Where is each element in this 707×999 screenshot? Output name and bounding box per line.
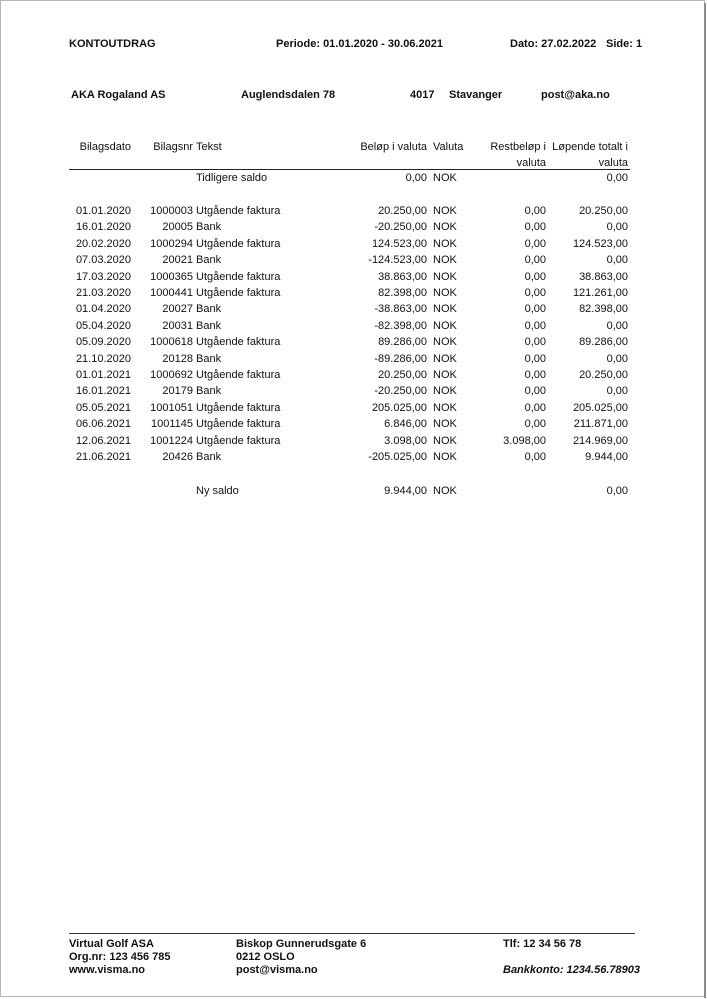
row-text: Utgående faktura bbox=[196, 270, 281, 283]
row-currency: NOK bbox=[433, 237, 457, 250]
row-number: 1001051 bbox=[150, 401, 193, 414]
row-running: 0,00 bbox=[606, 221, 628, 234]
table-row bbox=[69, 351, 630, 367]
row-date: 21.03.2020 bbox=[75, 287, 131, 299]
table-row bbox=[69, 433, 630, 449]
table-row bbox=[69, 236, 630, 252]
row-currency: NOK bbox=[433, 401, 457, 414]
col-header-running-line2: valuta bbox=[598, 157, 628, 169]
row-rest: 0,00 bbox=[524, 401, 546, 414]
row-number: 20179 bbox=[162, 385, 193, 398]
table-row bbox=[69, 252, 630, 268]
col-header-rest-line1: Restbeløp i bbox=[490, 141, 546, 153]
row-text: Utgående faktura bbox=[196, 237, 281, 250]
footer-phone: Tlf: 12 34 56 78 bbox=[503, 938, 582, 950]
row-number: 20005 bbox=[162, 221, 193, 234]
row-date: 07.03.2020 bbox=[75, 254, 131, 267]
period-label: Periode: 01.01.2020 - 30.06.2021 bbox=[276, 38, 443, 50]
row-date: 01.04.2020 bbox=[75, 303, 131, 316]
date-label: Dato: 27.02.2022 bbox=[510, 38, 597, 50]
col-header-amount: Beløp i valuta bbox=[360, 141, 427, 153]
footer-contact-block bbox=[503, 938, 640, 977]
row-running: 205.025,00 bbox=[572, 401, 628, 414]
footer-company-block bbox=[69, 938, 171, 977]
row-running: 121.261,00 bbox=[572, 287, 628, 299]
row-date: 21.10.2020 bbox=[75, 352, 131, 365]
row-date: 05.04.2020 bbox=[75, 319, 131, 332]
table-row bbox=[69, 318, 630, 334]
table-row bbox=[69, 416, 630, 432]
row-text: Utgående faktura bbox=[196, 418, 281, 431]
row-number: 1001145 bbox=[150, 418, 193, 431]
table-row bbox=[69, 449, 630, 465]
footer-street: Biskop Gunnerudsgate 6 bbox=[236, 938, 367, 950]
row-currency: NOK bbox=[433, 319, 457, 332]
row-running: 9.944,00 bbox=[585, 451, 628, 463]
row-rest: 0,00 bbox=[524, 336, 546, 349]
row-running: 89.286,00 bbox=[579, 336, 628, 349]
row-rest: 3.098,00 bbox=[503, 434, 546, 447]
row-text: Bank bbox=[196, 451, 222, 463]
row-rest: 0,00 bbox=[524, 221, 546, 234]
row-amount: -124.523,00 bbox=[368, 254, 427, 267]
row-number: 20021 bbox=[162, 254, 193, 267]
row-currency: NOK bbox=[433, 303, 457, 316]
row-amount: 20.250,00 bbox=[378, 205, 427, 217]
row-number: 1000441 bbox=[150, 287, 193, 299]
footer-address-block bbox=[236, 938, 366, 977]
row-amount: -38.863,00 bbox=[374, 303, 427, 316]
footer-divider bbox=[69, 933, 635, 934]
col-header-date: Bilagsdato bbox=[79, 141, 131, 153]
footer-orgnr: Org.nr: 123 456 785 bbox=[69, 951, 171, 963]
row-number: 1001224 bbox=[150, 434, 193, 447]
row-currency: NOK bbox=[433, 451, 457, 463]
row-amount: 82.398,00 bbox=[378, 287, 427, 299]
row-amount: 6.846,00 bbox=[384, 418, 427, 431]
footer-bank-account: Bankkonto: 1234.56.78903 bbox=[503, 964, 640, 976]
row-text: Bank bbox=[196, 352, 222, 365]
table-row bbox=[69, 400, 630, 416]
row-running: 0,00 bbox=[606, 385, 628, 398]
table-row bbox=[69, 367, 630, 383]
row-text: Utgående faktura bbox=[196, 401, 281, 414]
row-rest: 0,00 bbox=[524, 369, 546, 381]
row-number: 1000618 bbox=[150, 336, 193, 349]
row-date: 06.06.2021 bbox=[75, 418, 131, 431]
row-number: 20128 bbox=[162, 352, 193, 365]
row-running: 0,00 bbox=[606, 319, 628, 332]
row-text: Bank bbox=[196, 303, 222, 316]
row-date: 01.01.2021 bbox=[75, 369, 131, 381]
row-date: 17.03.2020 bbox=[75, 270, 131, 283]
col-header-number: Bilagsnr bbox=[153, 141, 193, 153]
closing-running: 0,00 bbox=[606, 485, 628, 497]
row-rest: 0,00 bbox=[524, 254, 546, 267]
row-rest: 0,00 bbox=[524, 270, 546, 283]
row-amount: -20.250,00 bbox=[374, 221, 427, 234]
col-header-text: Tekst bbox=[196, 141, 222, 153]
row-running: 20.250,00 bbox=[579, 369, 628, 381]
col-header-rest-line2: valuta bbox=[516, 157, 546, 169]
row-currency: NOK bbox=[433, 205, 457, 217]
row-date: 01.01.2020 bbox=[75, 205, 131, 217]
table-row bbox=[69, 203, 630, 219]
row-running: 38.863,00 bbox=[579, 270, 628, 283]
row-rest: 0,00 bbox=[524, 303, 546, 316]
row-running: 20.250,00 bbox=[579, 205, 628, 217]
row-date: 12.06.2021 bbox=[75, 434, 131, 447]
col-header-running bbox=[549, 139, 628, 171]
row-amount: 124.523,00 bbox=[371, 237, 427, 250]
row-amount: -82.398,00 bbox=[374, 319, 427, 332]
col-header-running-line1: Løpende totalt i bbox=[552, 141, 628, 153]
footer-company: Virtual Golf ASA bbox=[69, 938, 154, 950]
opening-running: 0,00 bbox=[606, 172, 628, 184]
footer-postal: 0212 OSLO bbox=[236, 951, 295, 963]
row-running: 211.871,00 bbox=[573, 418, 628, 431]
row-date: 16.01.2021 bbox=[75, 385, 131, 398]
row-running: 0,00 bbox=[606, 352, 628, 365]
closing-amount: 9.944,00 bbox=[384, 485, 427, 497]
table-row bbox=[69, 219, 630, 235]
table-header bbox=[69, 136, 630, 170]
customer-zip: 4017 bbox=[410, 89, 435, 101]
row-running: 82.398,00 bbox=[579, 303, 628, 316]
row-currency: NOK bbox=[433, 254, 457, 267]
row-text: Bank bbox=[196, 221, 222, 234]
row-date: 16.01.2020 bbox=[75, 221, 131, 234]
row-amount: 3.098,00 bbox=[384, 434, 427, 447]
closing-currency: NOK bbox=[433, 485, 457, 497]
col-header-rest bbox=[469, 139, 546, 171]
row-rest: 0,00 bbox=[524, 352, 546, 365]
row-number: 1000365 bbox=[150, 270, 193, 283]
row-rest: 0,00 bbox=[524, 319, 546, 332]
opening-currency: NOK bbox=[433, 172, 457, 184]
row-date: 05.05.2021 bbox=[75, 401, 131, 414]
row-running: 0,00 bbox=[606, 254, 628, 267]
row-rest: 0,00 bbox=[524, 287, 546, 299]
closing-text: Ny saldo bbox=[196, 485, 239, 497]
footer-email: post@visma.no bbox=[236, 964, 318, 976]
footer-web: www.visma.no bbox=[69, 964, 146, 976]
row-currency: NOK bbox=[433, 221, 457, 234]
document-title: KONTOUTDRAG bbox=[69, 38, 156, 50]
table-row bbox=[69, 334, 630, 350]
table-row bbox=[69, 383, 630, 399]
row-amount: 20.250,00 bbox=[378, 369, 427, 381]
row-rest: 0,00 bbox=[524, 385, 546, 398]
row-amount: -205.025,00 bbox=[368, 451, 427, 463]
row-amount: -20.250,00 bbox=[374, 385, 427, 398]
row-text: Bank bbox=[196, 319, 222, 332]
opening-amount: 0,00 bbox=[405, 172, 427, 184]
row-amount: 89.286,00 bbox=[378, 336, 427, 349]
row-running: 124.523,00 bbox=[572, 237, 628, 250]
row-date: 21.06.2021 bbox=[75, 451, 131, 463]
table-row bbox=[69, 269, 630, 285]
row-number: 20426 bbox=[162, 451, 193, 463]
page-number: Side: 1 bbox=[606, 38, 643, 50]
row-running: 214.969,00 bbox=[572, 434, 628, 447]
row-currency: NOK bbox=[433, 287, 457, 299]
row-text: Utgående faktura bbox=[196, 205, 281, 217]
opening-balance-row bbox=[69, 170, 630, 186]
customer-city: Stavanger bbox=[449, 89, 503, 101]
opening-text: Tidligere saldo bbox=[196, 172, 268, 184]
row-rest: 0,00 bbox=[524, 237, 546, 250]
row-date: 05.09.2020 bbox=[75, 336, 131, 349]
row-text: Utgående faktura bbox=[196, 434, 281, 447]
row-amount: -89.286,00 bbox=[374, 352, 427, 365]
table-row bbox=[69, 285, 630, 301]
row-number: 1000692 bbox=[150, 369, 193, 381]
row-currency: NOK bbox=[433, 434, 457, 447]
row-number: 1000003 bbox=[150, 205, 193, 217]
row-text: Bank bbox=[196, 254, 222, 267]
col-header-currency: Valuta bbox=[433, 141, 464, 153]
row-amount: 205.025,00 bbox=[371, 401, 427, 414]
row-rest: 0,00 bbox=[524, 205, 546, 217]
row-number: 20031 bbox=[162, 319, 193, 332]
row-date: 20.02.2020 bbox=[75, 237, 131, 250]
customer-name: AKA Rogaland AS bbox=[71, 89, 166, 101]
row-text: Utgående faktura bbox=[196, 287, 281, 299]
row-amount: 38.863,00 bbox=[378, 270, 427, 283]
closing-balance-row bbox=[69, 483, 630, 499]
table-row bbox=[69, 301, 630, 317]
row-text: Utgående faktura bbox=[196, 336, 281, 349]
row-currency: NOK bbox=[433, 369, 457, 381]
row-rest: 0,00 bbox=[524, 451, 546, 463]
row-number: 20027 bbox=[162, 303, 193, 316]
customer-address: Auglendsdalen 78 bbox=[241, 89, 336, 101]
row-number: 1000294 bbox=[150, 237, 193, 250]
customer-email: post@aka.no bbox=[541, 89, 610, 101]
row-currency: NOK bbox=[433, 352, 457, 365]
row-currency: NOK bbox=[433, 385, 457, 398]
row-text: Bank bbox=[196, 385, 222, 398]
row-currency: NOK bbox=[433, 418, 457, 431]
row-currency: NOK bbox=[433, 270, 457, 283]
row-rest: 0,00 bbox=[524, 418, 546, 431]
row-currency: NOK bbox=[433, 336, 457, 349]
row-text: Utgående faktura bbox=[196, 369, 281, 381]
